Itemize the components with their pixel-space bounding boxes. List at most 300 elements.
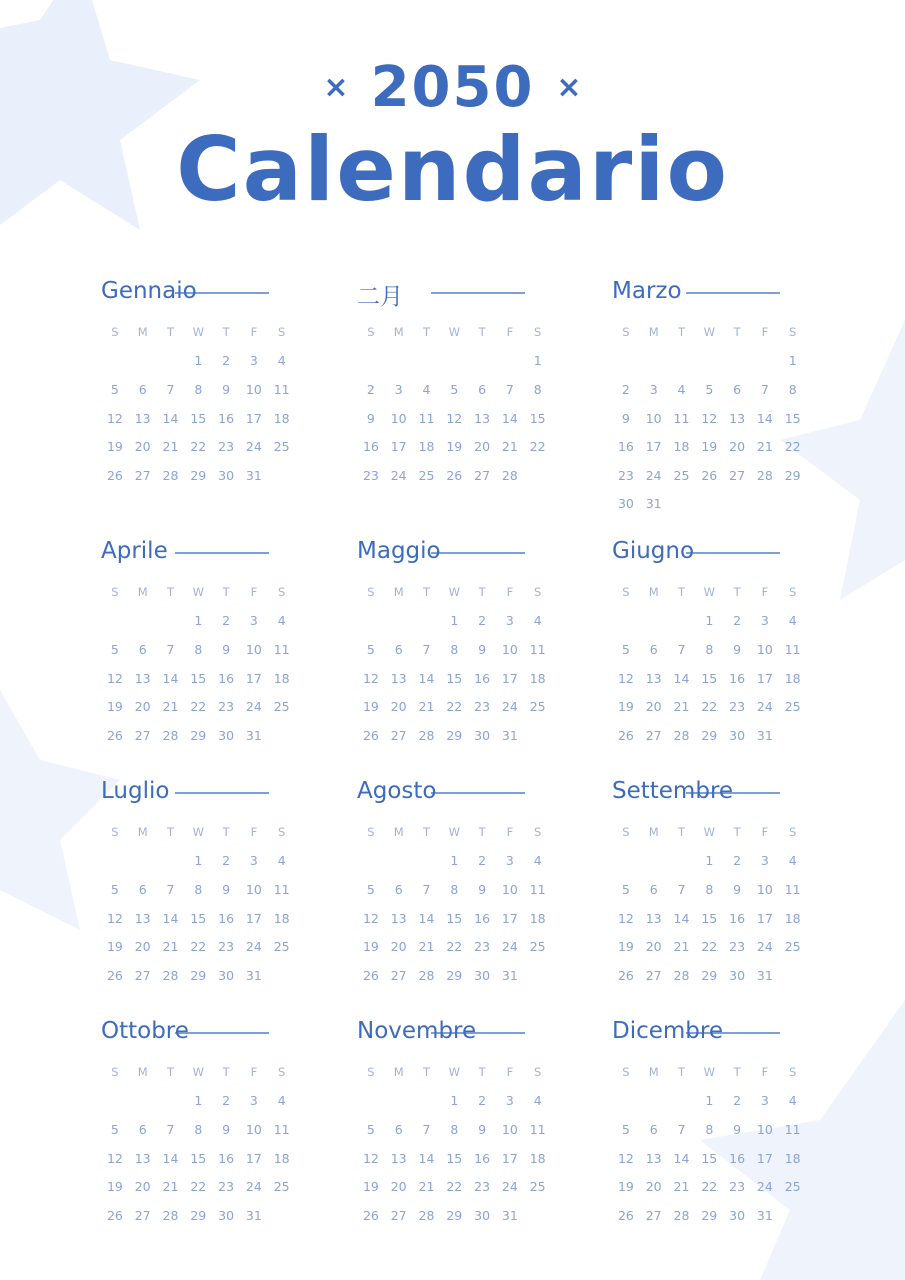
weekday-label: S (622, 325, 630, 340)
day-cell: 27 (645, 1207, 662, 1223)
day-cell: 21 (162, 1179, 179, 1195)
day-cell: 18 (529, 670, 546, 686)
weekday-label: W (703, 325, 715, 340)
day-cell: 20 (390, 699, 407, 715)
month-header (612, 276, 812, 312)
weekday-label: T (422, 825, 430, 840)
day-cell: 7 (760, 381, 769, 397)
month-block (357, 276, 557, 516)
day-cell: 23 (362, 467, 379, 483)
month-header (612, 1016, 812, 1052)
day-cell: 25 (273, 699, 290, 715)
day-cell: 20 (474, 439, 491, 455)
day-cell: 23 (729, 1179, 746, 1195)
day-cell: 1 (194, 353, 203, 369)
week-row (101, 432, 301, 461)
week-row (612, 1201, 812, 1230)
day-cell: 30 (729, 1207, 746, 1223)
month-block (612, 776, 812, 1016)
month-header (357, 536, 557, 572)
day-cell: 30 (218, 727, 235, 743)
weekday-label: S (622, 1065, 630, 1080)
day-cell: 25 (529, 1179, 546, 1195)
day-cell: 24 (756, 699, 773, 715)
day-cell: 22 (190, 939, 207, 955)
day-cell: 6 (649, 641, 658, 657)
day-cell: 28 (418, 1207, 435, 1223)
day-cell: 29 (446, 967, 463, 983)
day-cell: 23 (474, 1179, 491, 1195)
cross-decoration-right: × (556, 69, 582, 105)
day-cell: 21 (162, 939, 179, 955)
day-cell: 31 (645, 496, 662, 512)
week-row (612, 404, 812, 433)
month-header (612, 536, 812, 572)
month-name: Gennaio (101, 278, 197, 304)
day-cell: 17 (245, 410, 262, 426)
weekday-label: T (166, 825, 174, 840)
weekday-header-row (357, 318, 557, 347)
day-cell: 12 (106, 1150, 123, 1166)
day-cell: 9 (478, 881, 487, 897)
month-header (101, 1016, 301, 1052)
day-cell: 9 (478, 641, 487, 657)
day-cell: 3 (249, 613, 258, 629)
day-cell: 31 (501, 727, 518, 743)
day-cell: 21 (673, 699, 690, 715)
day-cell: 2 (222, 1093, 231, 1109)
month-block (612, 1016, 812, 1256)
day-cell: 23 (729, 699, 746, 715)
month-name: Aprile (101, 538, 168, 564)
day-cell: 30 (218, 467, 235, 483)
month-divider-line (431, 292, 525, 294)
day-cell: 26 (362, 727, 379, 743)
day-cell: 4 (533, 613, 542, 629)
day-cell: 28 (162, 727, 179, 743)
month-name: Dicembre (612, 1018, 724, 1044)
weekday-label: M (393, 325, 404, 340)
weekday-header-row (101, 578, 301, 607)
day-cell: 16 (218, 910, 235, 926)
day-cell: 21 (162, 699, 179, 715)
day-cell: 26 (446, 467, 463, 483)
day-cell: 19 (106, 699, 123, 715)
day-cell: 23 (218, 1179, 235, 1195)
day-cell: 18 (273, 410, 290, 426)
month-block (101, 776, 301, 1016)
day-cell: 2 (733, 613, 742, 629)
week-row (612, 664, 812, 693)
day-cell: 10 (245, 381, 262, 397)
day-cell: 8 (788, 381, 797, 397)
weekday-label: W (192, 325, 204, 340)
day-cell: 6 (394, 881, 403, 897)
day-cell: 19 (701, 439, 718, 455)
day-cell: 11 (529, 641, 546, 657)
day-cell: 7 (422, 641, 431, 657)
day-cell: 28 (162, 1207, 179, 1223)
day-cell: 13 (645, 670, 662, 686)
month-block (357, 1016, 557, 1256)
day-cell: 2 (733, 853, 742, 869)
day-cell: 23 (617, 467, 634, 483)
day-cell: 17 (245, 670, 262, 686)
weekday-header-row (612, 1058, 812, 1087)
day-cell: 10 (245, 1121, 262, 1137)
week-row (357, 961, 557, 990)
day-cell: 3 (505, 1093, 514, 1109)
week-row (101, 664, 301, 693)
day-cell: 22 (190, 699, 207, 715)
day-cell: 4 (277, 853, 286, 869)
weekday-label: S (789, 825, 797, 840)
day-cell: 15 (784, 410, 801, 426)
weekday-label: T (733, 585, 741, 600)
day-cell: 16 (218, 410, 235, 426)
week-row (357, 875, 557, 904)
weekday-label: F (761, 825, 769, 840)
weekday-label: T (422, 1065, 430, 1080)
day-cell: 10 (501, 1121, 518, 1137)
day-cell: 28 (162, 467, 179, 483)
day-cell: 17 (645, 439, 662, 455)
day-cell: 24 (501, 1179, 518, 1195)
week-row (101, 721, 301, 750)
weekday-label: F (250, 825, 258, 840)
day-cell: 11 (784, 881, 801, 897)
day-cell: 11 (529, 1121, 546, 1137)
day-cell: 28 (673, 727, 690, 743)
day-cell: 22 (190, 439, 207, 455)
day-cell: 13 (645, 910, 662, 926)
day-cell: 25 (529, 699, 546, 715)
week-row (612, 635, 812, 664)
day-cell: 4 (533, 853, 542, 869)
day-cell: 9 (733, 641, 742, 657)
weekday-label: S (111, 825, 119, 840)
weekday-label: T (478, 325, 486, 340)
month-divider-line (686, 552, 780, 554)
weekday-label: S (111, 585, 119, 600)
day-cell: 13 (390, 910, 407, 926)
day-cell: 19 (446, 439, 463, 455)
week-row (101, 375, 301, 404)
week-row (357, 607, 557, 636)
day-cell: 29 (446, 727, 463, 743)
day-cell: 24 (245, 439, 262, 455)
weekday-label: S (534, 825, 542, 840)
day-cell: 29 (446, 1207, 463, 1223)
weekday-label: S (278, 825, 286, 840)
day-cell: 7 (166, 641, 175, 657)
day-cell: 5 (110, 381, 119, 397)
day-cell: 17 (756, 910, 773, 926)
weekday-label: M (137, 325, 148, 340)
day-cell: 3 (249, 853, 258, 869)
week-row (101, 1115, 301, 1144)
weekday-label: M (393, 825, 404, 840)
day-cell: 20 (390, 939, 407, 955)
year-label: 2050 (370, 54, 535, 120)
week-row (612, 1115, 812, 1144)
day-cell: 31 (501, 1207, 518, 1223)
day-cell: 18 (418, 439, 435, 455)
day-cell: 22 (446, 939, 463, 955)
day-cell: 23 (218, 439, 235, 455)
week-row (101, 607, 301, 636)
week-row (357, 692, 557, 721)
day-cell: 14 (162, 910, 179, 926)
day-cell: 29 (190, 467, 207, 483)
day-cell: 8 (705, 881, 714, 897)
week-row (612, 490, 812, 519)
week-row (612, 1144, 812, 1173)
day-cell: 15 (701, 910, 718, 926)
day-cell: 31 (756, 1207, 773, 1223)
month-divider-line (686, 292, 780, 294)
day-cell: 3 (505, 853, 514, 869)
day-cell: 31 (756, 967, 773, 983)
day-cell: 28 (418, 967, 435, 983)
day-cell: 17 (245, 1150, 262, 1166)
day-cell: 30 (218, 1207, 235, 1223)
week-row (612, 692, 812, 721)
week-row (357, 1144, 557, 1173)
day-cell: 19 (106, 439, 123, 455)
day-cell: 4 (422, 381, 431, 397)
day-cell: 5 (621, 881, 630, 897)
day-cell: 24 (756, 939, 773, 955)
month-header (357, 1016, 557, 1052)
week-row (101, 961, 301, 990)
day-cell: 13 (390, 670, 407, 686)
day-cell: 14 (673, 670, 690, 686)
day-cell: 12 (617, 1150, 634, 1166)
day-cell: 6 (394, 1121, 403, 1137)
day-cell: 10 (390, 410, 407, 426)
day-cell: 1 (705, 613, 714, 629)
day-cell: 7 (166, 381, 175, 397)
weekday-header-row (101, 318, 301, 347)
week-row (612, 875, 812, 904)
day-cell: 11 (273, 641, 290, 657)
day-cell: 21 (418, 939, 435, 955)
week-row (612, 607, 812, 636)
month-header (357, 276, 557, 312)
day-cell: 26 (362, 967, 379, 983)
day-cell: 25 (273, 939, 290, 955)
day-cell: 25 (418, 467, 435, 483)
day-cell: 30 (729, 967, 746, 983)
day-cell: 9 (222, 881, 231, 897)
day-cell: 25 (273, 1179, 290, 1195)
weekday-label: S (534, 1065, 542, 1080)
week-row (357, 1115, 557, 1144)
day-cell: 15 (529, 410, 546, 426)
month-divider-line (431, 552, 525, 554)
day-cell: 3 (249, 1093, 258, 1109)
day-cell: 15 (701, 1150, 718, 1166)
day-cell: 31 (245, 467, 262, 483)
day-cell: 29 (190, 967, 207, 983)
day-cell: 9 (478, 1121, 487, 1137)
day-cell: 23 (474, 699, 491, 715)
day-cell: 17 (501, 910, 518, 926)
day-cell: 8 (533, 381, 542, 397)
day-cell: 3 (249, 353, 258, 369)
month-header (101, 776, 301, 812)
weekday-label: F (250, 585, 258, 600)
day-cell: 2 (733, 1093, 742, 1109)
day-cell: 24 (245, 1179, 262, 1195)
month-block (101, 276, 301, 516)
week-row (357, 635, 557, 664)
day-cell: 20 (645, 1179, 662, 1195)
page-title: Calendario (176, 118, 729, 221)
weekday-label: F (250, 325, 258, 340)
day-cell: 16 (729, 1150, 746, 1166)
week-row (357, 721, 557, 750)
month-header (101, 276, 301, 312)
weekday-label: S (278, 585, 286, 600)
day-cell: 1 (194, 853, 203, 869)
day-cell: 6 (649, 1121, 658, 1137)
day-cell: 19 (617, 939, 634, 955)
day-cell: 8 (450, 881, 459, 897)
day-cell: 16 (218, 670, 235, 686)
weekday-label: M (648, 825, 659, 840)
day-cell: 6 (478, 381, 487, 397)
day-cell: 12 (446, 410, 463, 426)
week-row (101, 875, 301, 904)
day-cell: 7 (166, 881, 175, 897)
day-cell: 17 (501, 1150, 518, 1166)
day-cell: 9 (222, 1121, 231, 1137)
day-cell: 29 (701, 1207, 718, 1223)
week-row (101, 635, 301, 664)
weekday-label: F (761, 325, 769, 340)
day-cell: 19 (106, 939, 123, 955)
weekday-label: M (137, 585, 148, 600)
day-cell: 24 (645, 467, 662, 483)
day-cell: 5 (110, 1121, 119, 1137)
day-cell: 27 (645, 967, 662, 983)
day-cell: 5 (110, 641, 119, 657)
month-header (357, 776, 557, 812)
day-cell: 11 (273, 1121, 290, 1137)
day-cell: 20 (645, 939, 662, 955)
day-cell: 1 (194, 613, 203, 629)
week-row (612, 1172, 812, 1201)
day-cell: 5 (621, 1121, 630, 1137)
day-cell: 22 (701, 699, 718, 715)
day-cell: 11 (784, 1121, 801, 1137)
day-cell: 9 (733, 881, 742, 897)
day-cell: 6 (649, 881, 658, 897)
weekday-label: T (478, 1065, 486, 1080)
day-cell: 26 (106, 467, 123, 483)
day-cell: 20 (134, 1179, 151, 1195)
weekday-label: M (648, 1065, 659, 1080)
day-cell: 22 (446, 1179, 463, 1195)
day-cell: 1 (788, 353, 797, 369)
day-cell: 15 (190, 910, 207, 926)
week-row (101, 692, 301, 721)
day-cell: 28 (501, 467, 518, 483)
weekday-label: T (677, 1065, 685, 1080)
day-cell: 11 (273, 881, 290, 897)
day-cell: 3 (760, 613, 769, 629)
week-row (101, 1087, 301, 1116)
month-header (612, 776, 812, 812)
day-cell: 1 (705, 853, 714, 869)
month-divider-line (175, 552, 269, 554)
day-cell: 14 (756, 410, 773, 426)
day-cell: 5 (705, 381, 714, 397)
day-cell: 2 (222, 613, 231, 629)
day-cell: 20 (729, 439, 746, 455)
day-cell: 2 (222, 853, 231, 869)
day-cell: 2 (478, 1093, 487, 1109)
month-name: Novembre (357, 1018, 477, 1044)
day-cell: 7 (422, 1121, 431, 1137)
day-cell: 6 (138, 641, 147, 657)
day-cell: 27 (134, 1207, 151, 1223)
day-cell: 11 (273, 381, 290, 397)
day-cell: 22 (701, 1179, 718, 1195)
weekday-label: F (506, 325, 514, 340)
day-cell: 2 (478, 853, 487, 869)
day-cell: 27 (390, 727, 407, 743)
day-cell: 21 (162, 439, 179, 455)
day-cell: 20 (134, 939, 151, 955)
week-row (101, 1201, 301, 1230)
day-cell: 27 (729, 467, 746, 483)
day-cell: 29 (784, 467, 801, 483)
day-cell: 17 (390, 439, 407, 455)
weekday-label: T (733, 825, 741, 840)
day-cell: 7 (422, 881, 431, 897)
weekday-label: F (506, 825, 514, 840)
month-name: Giugno (612, 538, 695, 564)
weekday-header-row (357, 1058, 557, 1087)
day-cell: 3 (394, 381, 403, 397)
day-cell: 26 (106, 1207, 123, 1223)
weekday-label: T (677, 825, 685, 840)
day-cell: 12 (701, 410, 718, 426)
day-cell: 18 (273, 1150, 290, 1166)
day-cell: 4 (277, 1093, 286, 1109)
day-cell: 12 (106, 410, 123, 426)
day-cell: 17 (756, 670, 773, 686)
day-cell: 16 (362, 439, 379, 455)
day-cell: 14 (162, 1150, 179, 1166)
weekday-label: W (448, 1065, 460, 1080)
weekday-label: S (367, 585, 375, 600)
day-cell: 25 (784, 1179, 801, 1195)
week-row (357, 932, 557, 961)
day-cell: 29 (190, 727, 207, 743)
day-cell: 25 (273, 439, 290, 455)
day-cell: 6 (138, 381, 147, 397)
weekday-label: T (222, 585, 230, 600)
day-cell: 19 (106, 1179, 123, 1195)
day-cell: 19 (617, 699, 634, 715)
day-cell: 2 (621, 381, 630, 397)
day-cell: 13 (645, 1150, 662, 1166)
week-row (101, 1144, 301, 1173)
